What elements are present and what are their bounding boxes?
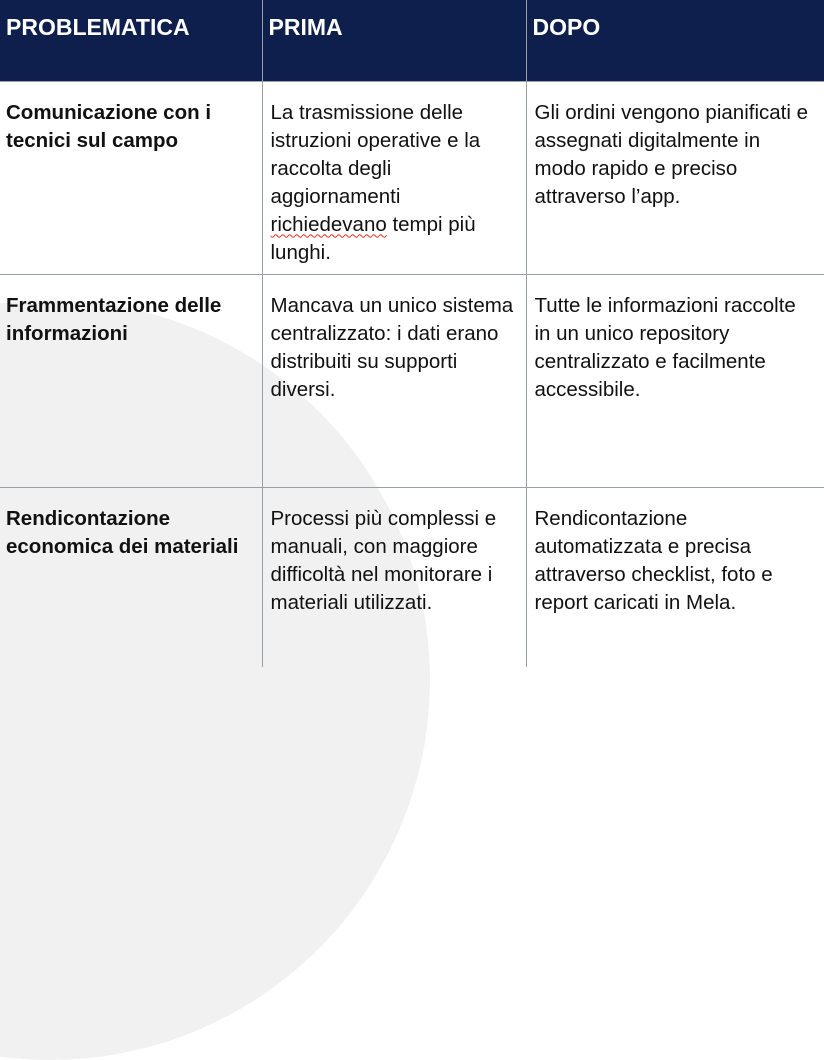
table-row	[0, 487, 824, 667]
table-row	[0, 274, 824, 487]
after-cell: Gli ordini vengono pianificati e assegnati digitalmente in modo rapido e preciso attraverso l’app.	[526, 81, 824, 274]
problem-cell: Comunicazione con i tecnici sul campo	[0, 81, 262, 274]
before-text: tempi più lunghi.	[270, 212, 476, 264]
problem-cell: Rendicontazione economica dei materiali	[0, 487, 262, 667]
table-row	[0, 81, 824, 274]
header-prima: PRIMA	[262, 0, 526, 81]
after-cell: Tutte le informazioni raccolte in un unico repository centralizzato e facilmente accessibile.	[526, 274, 824, 487]
table-header-row	[0, 0, 824, 81]
before-cell	[262, 81, 526, 274]
spellcheck-flagged-word: richiedevano	[270, 212, 387, 236]
before-cell: Mancava un unico sistema centralizzato: i dati erano distribuiti su supporti diversi.	[262, 274, 526, 487]
before-cell: Processi più complessi e manuali, con maggiore difficoltà nel monitorare i materiali utilizzati.	[262, 487, 526, 667]
header-dopo: DOPO	[526, 0, 824, 81]
before-text: La trasmissione delle istruzioni operative e la raccolta degli aggiornamenti	[270, 100, 481, 208]
after-cell: Rendicontazione automatizzata e precisa attraverso checklist, foto e report caricati in Mela.	[526, 487, 824, 667]
problem-cell: Frammentazione delle informazioni	[0, 274, 262, 487]
header-problematica: PROBLEMATICA	[0, 0, 262, 81]
